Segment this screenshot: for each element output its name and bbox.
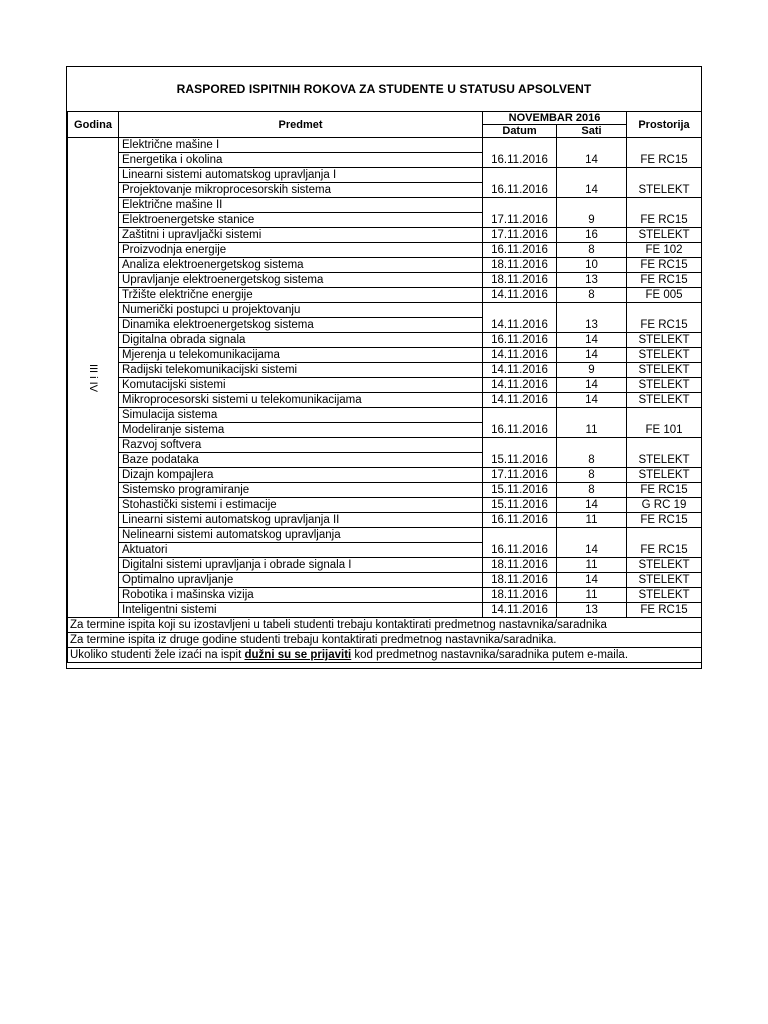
table-row (68, 198, 702, 213)
subject-cell: Nelinearni sistemi automatskog upravljanja (119, 528, 483, 543)
date-cell: 18.11.2016 (483, 258, 557, 273)
subject-cell: Mjerenja u telekomunikacijama (119, 348, 483, 363)
subject-cell: Elektroenergetske stanice (119, 213, 483, 228)
time-cell: 13 (557, 303, 627, 333)
time-cell: 16 (557, 228, 627, 243)
table-row (68, 573, 702, 588)
table-row (68, 348, 702, 363)
date-cell: 18.11.2016 (483, 558, 557, 573)
time-cell: 13 (557, 603, 627, 618)
header-period: NOVEMBAR 2016 (483, 112, 627, 125)
room-cell: STELEKT (627, 363, 702, 378)
exam-schedule-sheet (66, 66, 702, 669)
room-cell: FE 005 (627, 288, 702, 303)
table-row (68, 408, 702, 423)
table-row (68, 498, 702, 513)
subject-cell: Tržište električne energije (119, 288, 483, 303)
date-cell: 16.11.2016 (483, 168, 557, 198)
header-godina: Godina (68, 112, 119, 138)
date-cell: 17.11.2016 (483, 468, 557, 483)
time-cell: 11 (557, 558, 627, 573)
date-cell: 18.11.2016 (483, 573, 557, 588)
room-cell: STELEKT (627, 168, 702, 198)
header-prostorija: Prostorija (627, 112, 702, 138)
room-cell: STELEKT (627, 378, 702, 393)
date-cell: 14.11.2016 (483, 603, 557, 618)
subject-cell: Optimalno upravljanje (119, 573, 483, 588)
subject-cell: Mikroprocesorski sistemi u telekomunikacijama (119, 393, 483, 408)
subject-cell: Radijski telekomunikacijski sistemi (119, 363, 483, 378)
note-registration-emphasis: dužni su se prijaviti (244, 649, 352, 661)
date-cell: 14.11.2016 (483, 363, 557, 378)
time-cell: 14 (557, 348, 627, 363)
table-row (68, 438, 702, 453)
date-cell: 14.11.2016 (483, 348, 557, 363)
time-cell: 13 (557, 273, 627, 288)
table-row (68, 168, 702, 183)
room-cell: FE RC15 (627, 138, 702, 168)
date-cell: 15.11.2016 (483, 498, 557, 513)
date-cell: 14.11.2016 (483, 288, 557, 303)
schedule-table (67, 111, 702, 663)
date-cell: 16.11.2016 (483, 243, 557, 258)
room-cell: FE RC15 (627, 273, 702, 288)
time-cell: 8 (557, 438, 627, 468)
room-cell: FE 102 (627, 243, 702, 258)
time-cell: 10 (557, 258, 627, 273)
room-cell: STELEKT (627, 573, 702, 588)
room-cell: STELEKT (627, 438, 702, 468)
subject-cell: Digitalni sistemi upravljanja i obrade signala I (119, 558, 483, 573)
subject-cell: Simulacija sistema (119, 408, 483, 423)
time-cell: 11 (557, 588, 627, 603)
time-cell: 14 (557, 498, 627, 513)
note-registration-after: kod predmetnog nastavnika/saradnika putem e-maila. (351, 649, 629, 661)
subject-cell: Analiza elektroenergetskog sistema (119, 258, 483, 273)
subject-cell: Dinamika elektroenergetskog sistema (119, 318, 483, 333)
table-row (68, 588, 702, 603)
table-row (68, 483, 702, 498)
date-cell: 16.11.2016 (483, 408, 557, 438)
subject-cell: Zaštitni i upravljački sistemi (119, 228, 483, 243)
header-datum: Datum (483, 125, 557, 138)
date-cell: 17.11.2016 (483, 228, 557, 243)
godina-value: III i IV (87, 363, 99, 392)
subject-cell: Električne mašine I (119, 138, 483, 153)
room-cell: FE RC15 (627, 198, 702, 228)
time-cell: 14 (557, 378, 627, 393)
time-cell: 14 (557, 333, 627, 348)
subject-cell: Energetika i okolina (119, 153, 483, 168)
time-cell: 14 (557, 528, 627, 558)
room-cell: FE RC15 (627, 258, 702, 273)
subject-cell: Dizajn kompajlera (119, 468, 483, 483)
note-second-year: Za termine ispita iz druge godine studenti trebaju kontaktirati predmetnog nastavnika/saradnika. (68, 633, 702, 648)
subject-cell: Linearni sistemi automatskog upravljanja I (119, 168, 483, 183)
subject-cell: Električne mašine II (119, 198, 483, 213)
table-row (68, 333, 702, 348)
date-cell: 18.11.2016 (483, 273, 557, 288)
subject-cell: Aktuatori (119, 543, 483, 558)
note-omitted-exams: Za termine ispita koji su izostavljeni u tabeli studenti trebaju kontaktirati predmetnog nastavnika/saradnika (68, 618, 702, 633)
time-cell: 8 (557, 288, 627, 303)
table-row (68, 558, 702, 573)
time-cell: 9 (557, 198, 627, 228)
room-cell: STELEKT (627, 558, 702, 573)
subject-cell: Linearni sistemi automatskog upravljanja II (119, 513, 483, 528)
table-row (68, 363, 702, 378)
date-cell: 15.11.2016 (483, 483, 557, 498)
time-cell: 14 (557, 393, 627, 408)
time-cell: 11 (557, 408, 627, 438)
godina-cell (68, 138, 119, 618)
subject-cell: Numerički postupci u projektovanju (119, 303, 483, 318)
room-cell: STELEKT (627, 348, 702, 363)
time-cell: 8 (557, 483, 627, 498)
subject-cell: Upravljanje elektroenergetskog sistema (119, 273, 483, 288)
date-cell: 16.11.2016 (483, 138, 557, 168)
subject-cell: Razvoj softvera (119, 438, 483, 453)
room-cell: FE RC15 (627, 528, 702, 558)
table-row (68, 258, 702, 273)
time-cell: 14 (557, 168, 627, 198)
header-predmet: Predmet (119, 112, 483, 138)
time-cell: 8 (557, 243, 627, 258)
room-cell: STELEKT (627, 333, 702, 348)
time-cell: 14 (557, 138, 627, 168)
note-registration (68, 648, 702, 663)
time-cell: 14 (557, 573, 627, 588)
subject-cell: Komutacijski sistemi (119, 378, 483, 393)
date-cell: 16.11.2016 (483, 333, 557, 348)
note-registration-before: Ukoliko studenti žele izaći na ispit (70, 649, 245, 661)
subject-cell: Digitalna obrada signala (119, 333, 483, 348)
room-cell: FE RC15 (627, 483, 702, 498)
subject-cell: Baze podataka (119, 453, 483, 468)
subject-cell: Robotika i mašinska vizija (119, 588, 483, 603)
table-row (68, 513, 702, 528)
room-cell: FE RC15 (627, 513, 702, 528)
table-row (68, 303, 702, 318)
schedule-rows (68, 138, 702, 618)
notes (68, 618, 702, 663)
room-cell: FE 101 (627, 408, 702, 438)
room-cell: STELEKT (627, 468, 702, 483)
date-cell: 14.11.2016 (483, 303, 557, 333)
date-cell: 17.11.2016 (483, 198, 557, 228)
time-cell: 9 (557, 363, 627, 378)
subject-cell: Stohastički sistemi i estimacije (119, 498, 483, 513)
subject-cell: Proizvodnja energije (119, 243, 483, 258)
date-cell: 16.11.2016 (483, 528, 557, 558)
subject-cell: Sistemsko programiranje (119, 483, 483, 498)
table-row (68, 228, 702, 243)
room-cell: STELEKT (627, 393, 702, 408)
date-cell: 14.11.2016 (483, 378, 557, 393)
table-row (68, 273, 702, 288)
time-cell: 11 (557, 513, 627, 528)
room-cell: G RC 19 (627, 498, 702, 513)
table-row (68, 378, 702, 393)
table-row (68, 393, 702, 408)
table-row (68, 603, 702, 618)
table-row (68, 243, 702, 258)
date-cell: 16.11.2016 (483, 513, 557, 528)
table-row (68, 528, 702, 543)
time-cell: 8 (557, 468, 627, 483)
room-cell: FE RC15 (627, 603, 702, 618)
room-cell: FE RC15 (627, 303, 702, 333)
room-cell: STELEKT (627, 588, 702, 603)
subject-cell: Inteligentni sistemi (119, 603, 483, 618)
room-cell: STELEKT (627, 228, 702, 243)
subject-cell: Modeliranje sistema (119, 423, 483, 438)
table-row (68, 468, 702, 483)
subject-cell: Projektovanje mikroprocesorskih sistema (119, 183, 483, 198)
date-cell: 14.11.2016 (483, 393, 557, 408)
date-cell: 15.11.2016 (483, 438, 557, 468)
table-row (68, 138, 702, 153)
header-sati: Sati (557, 125, 627, 138)
date-cell: 18.11.2016 (483, 588, 557, 603)
table-row (68, 288, 702, 303)
page-title: RASPORED ISPITNIH ROKOVA ZA STUDENTE U STATUSU APSOLVENT (67, 67, 701, 112)
